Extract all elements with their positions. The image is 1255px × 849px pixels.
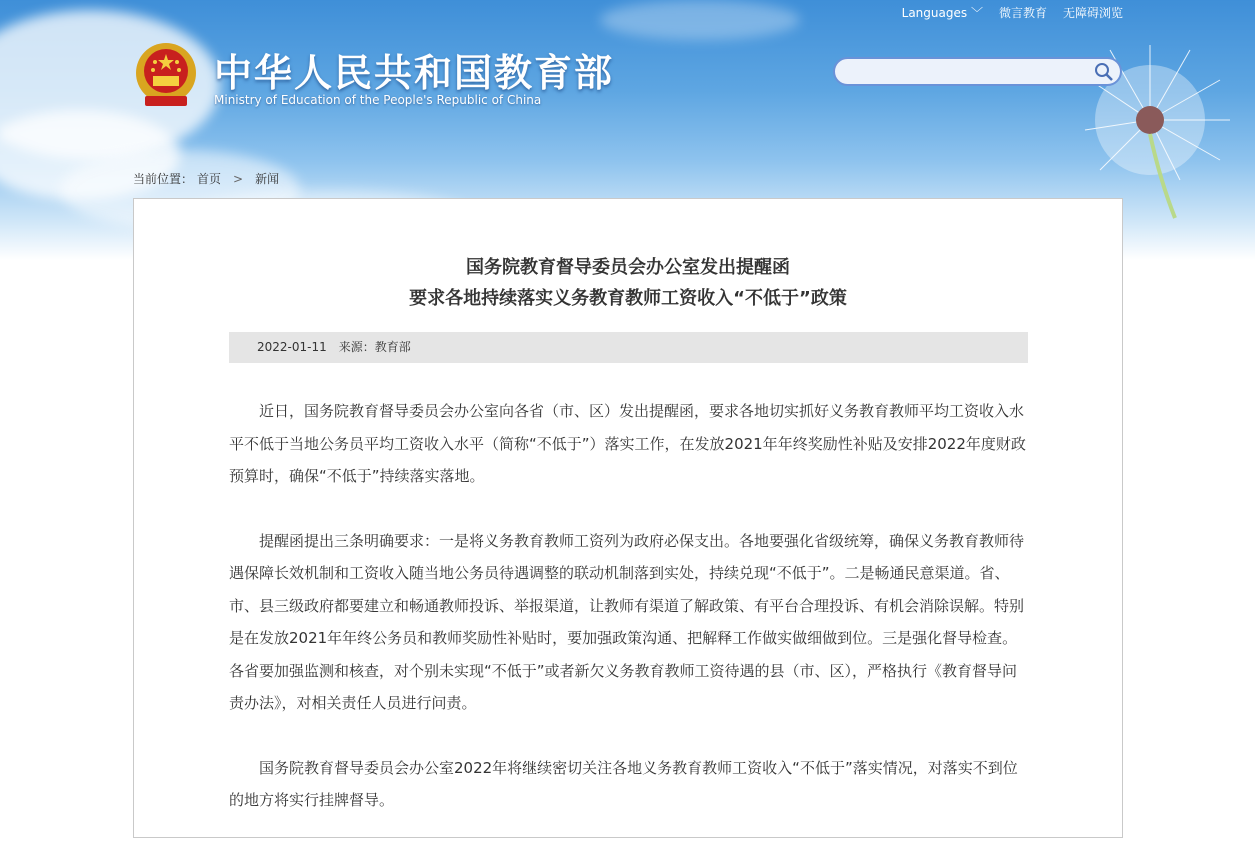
article-title-line2: 要求各地持续落实义务教育教师工资收入“不低于”政策 [409, 288, 847, 309]
article-meta [229, 332, 1028, 363]
article-paragraph: 提醒函提出三条明确要求：一是将义务教育教师工资列为政府必保支出。各地要强化省级统筹，确保义务教育教师待遇保障长效机制和工资收入随当地公务员待遇调整的联动机制落到实处，持续兑现“不低于”。二是畅通民意渠道。省、市、县三级政府都要建立和畅通教师投诉、举报渠道，让教师有渠道了解政策、有平台合理投诉、有机会消除误解。特别是在发放2021年年终公务员和教师奖励性补贴时，要加强政策沟通、把解释工作做实做细做到位。三是强化督导检查。各省要加强监测和核查，对个别未实现“不低于”或者新欠义务教育教师工资待遇的县（市、区），严格执行《教育督导问责办法》，对相关责任人员进行问责。 [229, 531, 1025, 712]
languages-label: Languages [901, 6, 968, 20]
article-body [229, 395, 1029, 849]
article-title [133, 252, 1123, 314]
chevron-right-icon: > [233, 171, 244, 186]
weiyan-link[interactable]: 微言教育 [998, 6, 1047, 20]
chevron-down-icon: ﹀ [970, 6, 983, 20]
site-title-en: Ministry of Education of the People's Republic of China [214, 93, 542, 107]
breadcrumb-prefix: 当前位置： [133, 172, 194, 186]
search-box [833, 57, 1122, 86]
site-title-cn[interactable]: 中华人民共和国教育部 [214, 51, 615, 95]
accessible-browse-link[interactable]: 无障碍浏览 [1062, 6, 1123, 20]
article-title-line1: 国务院教育督导委员会办公室发出提醒函 [466, 257, 790, 278]
article-paragraph: 国务院教育督导委员会办公室2022年将继续密切关注各地义务教育教师工资收入“不低于”落实情况，对落实不到位的地方将实行挂牌督导。 [229, 758, 1018, 809]
breadcrumb [133, 170, 279, 187]
article-paragraph: 近日，国务院教育督导委员会办公室向各省（市、区）发出提醒函，要求各地切实抓好义务教育教师平均工资收入水平不低于当地公务员平均工资收入水平（简称“不低于”）落实工作，在发放2021年年终奖励性补贴及安排2022年度财政预算时，确保“不低于”持续落实落地。 [229, 402, 1026, 485]
breadcrumb-current[interactable]: 新闻 [255, 172, 280, 186]
top-nav [902, 4, 1123, 21]
article-source: 来源：教育部 [338, 340, 411, 354]
languages-link[interactable] [902, 4, 983, 21]
national-emblem-icon [133, 40, 199, 110]
article-date: 2022-01-11 [257, 340, 327, 354]
breadcrumb-home-link[interactable]: 首页 [197, 172, 222, 186]
search-input[interactable] [847, 59, 1091, 86]
search-icon[interactable] [1094, 62, 1114, 82]
